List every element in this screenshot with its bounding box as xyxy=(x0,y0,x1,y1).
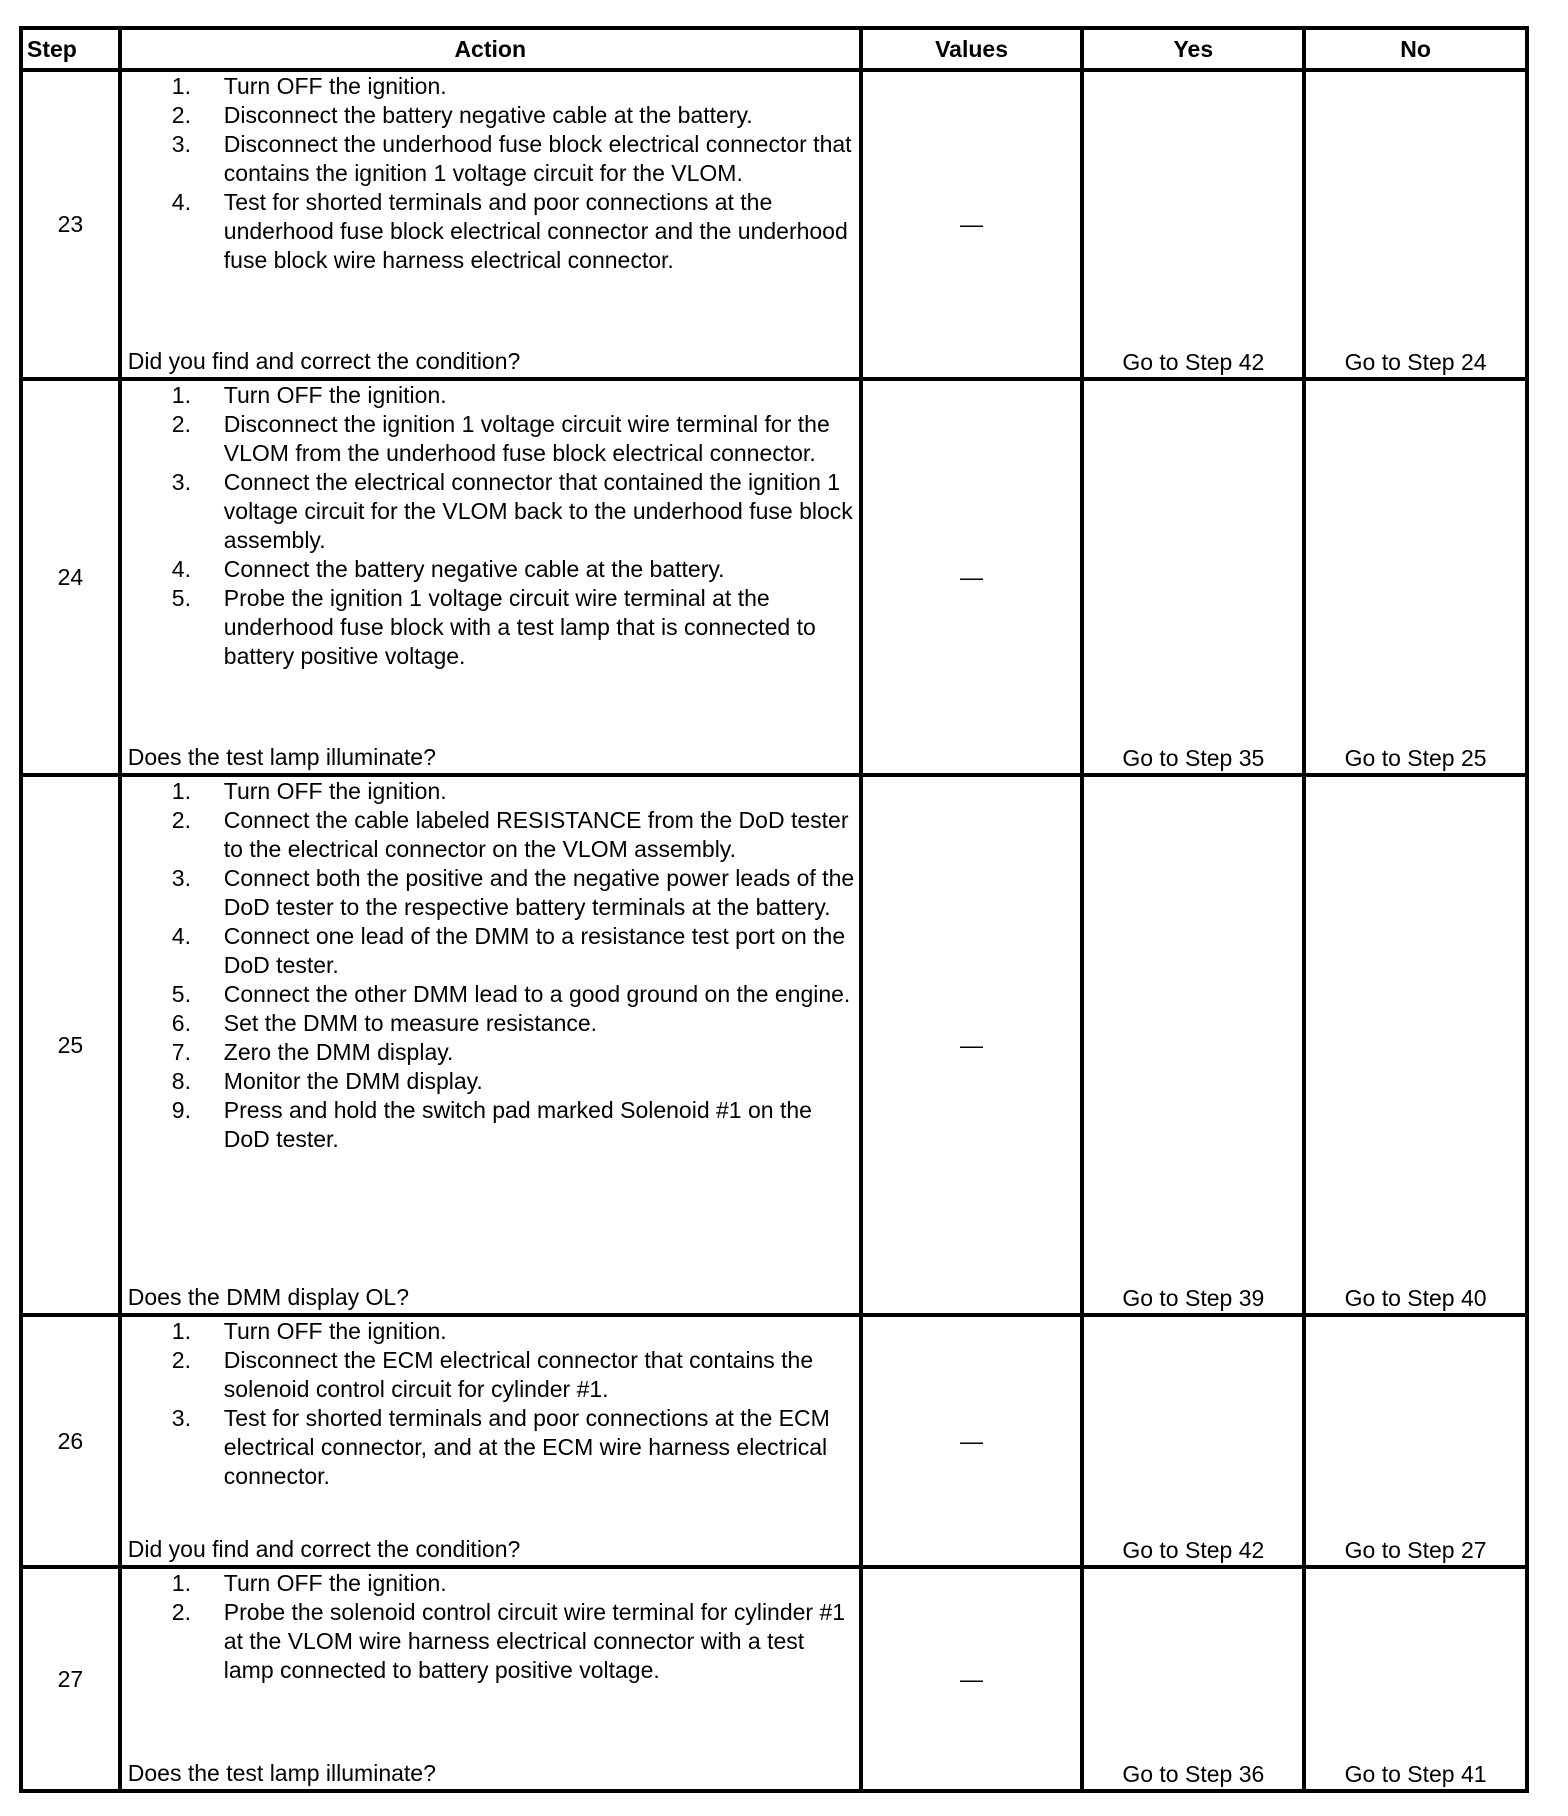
action-step-number: 3. xyxy=(171,131,191,157)
yes-goto-cell: Go to Step 35 xyxy=(1082,379,1304,775)
step-number: 23 xyxy=(21,70,120,379)
action-step-text: Turn OFF the ignition. xyxy=(223,778,447,804)
list-item xyxy=(122,980,859,1009)
action-step-number: 4. xyxy=(171,923,191,949)
action-step-number: 3. xyxy=(171,865,191,891)
action-step-number: 1. xyxy=(171,1318,191,1344)
action-step-text: Probe the solenoid control circuit wire terminal for cylinder #1 at the VLOM wire harness electrical connector with a test lamp connected to battery positive voltage. xyxy=(223,1599,846,1683)
no-goto-cell: Go to Step 40 xyxy=(1304,775,1527,1315)
action-steps-list xyxy=(122,1317,859,1491)
value-cell: — xyxy=(861,379,1083,775)
action-step-number: 5. xyxy=(171,981,191,1007)
list-item xyxy=(122,101,859,130)
list-item xyxy=(122,381,859,410)
table-row xyxy=(21,379,1527,775)
action-step-text: Disconnect the battery negative cable at the battery. xyxy=(223,102,753,128)
action-step-number: 9. xyxy=(171,1097,191,1123)
action-step-number: 5. xyxy=(171,585,191,611)
action-step-text: Test for shorted terminals and poor connections at the ECM electrical connector, and at the ECM wire harness electrical connector. xyxy=(223,1405,830,1489)
action-step-number: 2. xyxy=(171,807,191,833)
action-step-text: Connect the battery negative cable at the battery. xyxy=(223,556,725,582)
action-step-number: 4. xyxy=(171,189,191,215)
action-step-text: Zero the DMM display. xyxy=(223,1039,454,1065)
list-item xyxy=(122,1346,859,1404)
list-item xyxy=(122,806,859,864)
values-column-header: Values xyxy=(861,28,1083,70)
action-steps-list xyxy=(122,1569,859,1685)
table-row xyxy=(21,70,1527,379)
list-item xyxy=(122,922,859,980)
action-step-text: Probe the ignition 1 voltage circuit wire terminal at the underhood fuse block with a test lamp that is connected to battery positive voltage. xyxy=(223,585,816,669)
action-step-text: Connect the cable labeled RESISTANCE from the DoD tester to the electrical connector on the VLOM assembly. xyxy=(223,807,849,862)
action-step-number: 1. xyxy=(171,73,191,99)
list-item xyxy=(122,1569,859,1598)
list-item xyxy=(122,130,859,188)
no-goto-cell: Go to Step 41 xyxy=(1304,1567,1527,1791)
step-number: 27 xyxy=(21,1567,120,1791)
action-step-text: Test for shorted terminals and poor connections at the underhood fuse block electrical connector and the underhood fuse block wire harness electrical connector. xyxy=(223,189,848,273)
action-steps-list xyxy=(122,777,859,1154)
list-item xyxy=(122,555,859,584)
action-step-number: 2. xyxy=(171,102,191,128)
value-cell: — xyxy=(861,1567,1083,1791)
no-goto-cell: Go to Step 27 xyxy=(1304,1315,1527,1567)
action-step-text: Turn OFF the ignition. xyxy=(223,382,447,408)
list-item xyxy=(122,1096,859,1154)
step-question: Did you find and correct the condition? xyxy=(127,348,521,374)
action-step-text: Connect the other DMM lead to a good ground on the engine. xyxy=(223,981,851,1007)
action-step-text: Connect the electrical connector that contained the ignition 1 voltage circuit for the VLOM back to the underhood fuse block assembly. xyxy=(223,469,853,553)
step-question: Does the test lamp illuminate? xyxy=(127,1760,436,1786)
value-cell: — xyxy=(861,70,1083,379)
step-column-header: Step xyxy=(21,28,120,70)
step-question: Did you find and correct the condition? xyxy=(127,1536,521,1562)
diagnostic-table xyxy=(19,26,1529,1793)
action-step-number: 4. xyxy=(171,556,191,582)
list-item xyxy=(122,1598,859,1685)
action-step-text: Turn OFF the ignition. xyxy=(223,1318,447,1344)
action-step-number: 1. xyxy=(171,1570,191,1596)
action-cell xyxy=(120,379,861,775)
action-column-header: Action xyxy=(120,28,861,70)
yes-column-header: Yes xyxy=(1082,28,1304,70)
list-item xyxy=(122,1038,859,1067)
action-cell xyxy=(120,1315,861,1567)
action-step-number: 3. xyxy=(171,469,191,495)
table-row xyxy=(21,1315,1527,1567)
action-step-number: 2. xyxy=(171,1347,191,1373)
action-step-number: 2. xyxy=(171,1599,191,1625)
action-step-number: 2. xyxy=(171,411,191,437)
action-cell xyxy=(120,775,861,1315)
list-item xyxy=(122,584,859,671)
action-step-number: 3. xyxy=(171,1405,191,1431)
list-item xyxy=(122,188,859,275)
list-item xyxy=(122,1067,859,1096)
action-step-text: Press and hold the switch pad marked Solenoid #1 on the DoD tester. xyxy=(223,1097,812,1152)
yes-goto-cell: Go to Step 36 xyxy=(1082,1567,1304,1791)
action-step-number: 7. xyxy=(171,1039,191,1065)
no-column-header: No xyxy=(1304,28,1527,70)
list-item xyxy=(122,864,859,922)
yes-goto-cell: Go to Step 42 xyxy=(1082,1315,1304,1567)
action-step-number: 1. xyxy=(171,382,191,408)
list-item xyxy=(122,777,859,806)
action-cell xyxy=(120,1567,861,1791)
list-item xyxy=(122,72,859,101)
table-row xyxy=(21,1567,1527,1791)
no-goto-cell: Go to Step 25 xyxy=(1304,379,1527,775)
step-number: 24 xyxy=(21,379,120,775)
action-step-number: 8. xyxy=(171,1068,191,1094)
table-row xyxy=(21,775,1527,1315)
action-step-text: Turn OFF the ignition. xyxy=(223,1570,447,1596)
list-item xyxy=(122,468,859,555)
no-goto-cell: Go to Step 24 xyxy=(1304,70,1527,379)
action-step-text: Connect both the positive and the negative power leads of the DoD tester to the respective battery terminals at the battery. xyxy=(223,865,855,920)
action-step-text: Monitor the DMM display. xyxy=(223,1068,483,1094)
action-step-text: Connect one lead of the DMM to a resistance test port on the DoD tester. xyxy=(223,923,846,978)
action-step-text: Set the DMM to measure resistance. xyxy=(223,1010,598,1036)
list-item xyxy=(122,1317,859,1346)
yes-goto-cell: Go to Step 39 xyxy=(1082,775,1304,1315)
value-cell: — xyxy=(861,775,1083,1315)
list-item xyxy=(122,410,859,468)
action-steps-list xyxy=(122,72,859,275)
step-number: 25 xyxy=(21,775,120,1315)
action-steps-list xyxy=(122,381,859,671)
step-number: 26 xyxy=(21,1315,120,1567)
action-cell xyxy=(120,70,861,379)
action-step-text: Disconnect the ignition 1 voltage circuit wire terminal for the VLOM from the underhood fuse block electrical connector. xyxy=(223,411,830,466)
action-step-text: Turn OFF the ignition. xyxy=(223,73,447,99)
action-step-number: 6. xyxy=(171,1010,191,1036)
yes-goto-cell: Go to Step 42 xyxy=(1082,70,1304,379)
action-step-text: Disconnect the ECM electrical connector that contains the solenoid control circuit for cylinder #1. xyxy=(223,1347,814,1402)
list-item xyxy=(122,1404,859,1491)
list-item xyxy=(122,1009,859,1038)
step-question: Does the test lamp illuminate? xyxy=(127,744,436,770)
step-question: Does the DMM display OL? xyxy=(127,1284,410,1310)
header-row xyxy=(21,28,1527,70)
action-step-number: 1. xyxy=(171,778,191,804)
value-cell: — xyxy=(861,1315,1083,1567)
action-step-text: Disconnect the underhood fuse block electrical connector that contains the ignition 1 voltage circuit for the VLOM. xyxy=(223,131,852,186)
table-body xyxy=(21,70,1527,1791)
